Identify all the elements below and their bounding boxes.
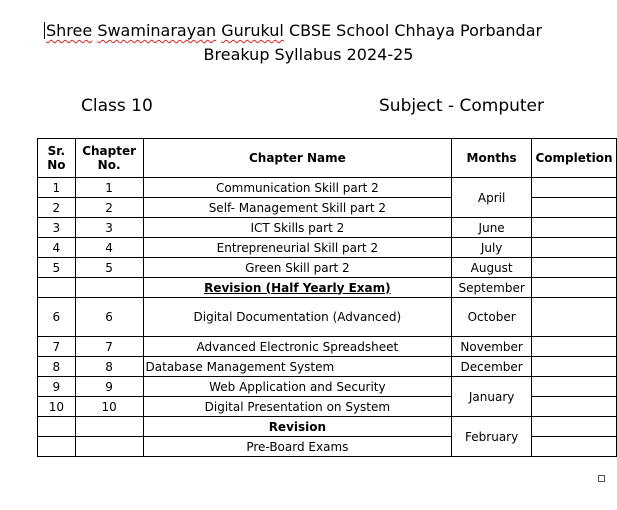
- header-months: Months: [452, 139, 532, 178]
- table-row: [38, 278, 617, 298]
- school-word-gurukul: Gurukul: [221, 21, 284, 40]
- chapter-cell: 4: [75, 238, 143, 258]
- completion-cell[interactable]: [532, 397, 617, 417]
- sr-cell: 1: [38, 178, 76, 198]
- sr-cell: 10: [38, 397, 76, 417]
- table-row: [38, 298, 617, 337]
- table-row: [38, 258, 617, 278]
- chapter-cell: [75, 437, 143, 457]
- completion-cell[interactable]: [532, 357, 617, 377]
- chapter-name-cell: Web Application and Security: [143, 377, 452, 397]
- subject-label: Subject - Computer: [379, 96, 545, 116]
- school-word-shree: Shree: [46, 21, 93, 40]
- table-row: [38, 417, 617, 437]
- sr-cell: [38, 437, 76, 457]
- sr-cell: [38, 417, 76, 437]
- chapter-name-cell: Digital Presentation on System: [143, 397, 452, 417]
- completion-cell[interactable]: [532, 337, 617, 357]
- chapter-cell: 3: [75, 218, 143, 238]
- completion-cell[interactable]: [532, 437, 617, 457]
- chapter-cell: 1: [75, 178, 143, 198]
- chapter-cell: [75, 278, 143, 298]
- chapter-cell: 7: [75, 337, 143, 357]
- header-chapter-no: Chapter No.: [75, 139, 143, 178]
- sr-cell: 4: [38, 238, 76, 258]
- table-header-row: [38, 139, 617, 178]
- chapter-name-cell: [143, 278, 452, 298]
- chapter-cell: 9: [75, 377, 143, 397]
- chapter-cell: 5: [75, 258, 143, 278]
- table-row: [38, 218, 617, 238]
- chapter-cell: 6: [75, 298, 143, 337]
- chapter-cell: 2: [75, 198, 143, 218]
- syllabus-table: [37, 138, 617, 457]
- school-title: [44, 21, 584, 41]
- chapter-cell: [75, 417, 143, 437]
- chapter-name-cell: Pre-Board Exams: [143, 437, 452, 457]
- completion-cell[interactable]: [532, 377, 617, 397]
- chapter-name-cell: Entrepreneurial Skill part 2: [143, 238, 452, 258]
- table-row: [38, 238, 617, 258]
- sr-cell: 9: [38, 377, 76, 397]
- completion-cell[interactable]: [532, 198, 617, 218]
- completion-cell[interactable]: [532, 278, 617, 298]
- completion-cell[interactable]: [532, 298, 617, 337]
- month-cell: August: [452, 258, 532, 278]
- completion-cell[interactable]: [532, 238, 617, 258]
- syllabus-subtitle: Breakup Syllabus 2024-25: [203, 45, 414, 64]
- table-row: [38, 178, 617, 198]
- completion-cell[interactable]: [532, 178, 617, 198]
- table-row: [38, 377, 617, 397]
- chapter-name-cell: Green Skill part 2: [143, 258, 452, 278]
- chapter-cell: 10: [75, 397, 143, 417]
- month-cell: October: [452, 298, 532, 337]
- revision-label: Revision: [268, 419, 327, 434]
- text-cursor: [44, 22, 45, 39]
- chapter-name-cell: [143, 417, 452, 437]
- sr-cell: 3: [38, 218, 76, 238]
- month-cell: November: [452, 337, 532, 357]
- month-cell: June: [452, 218, 532, 238]
- header-sr-no: Sr. No: [38, 139, 76, 178]
- month-cell: September: [452, 278, 532, 298]
- resize-handle-icon[interactable]: [598, 475, 605, 482]
- sr-cell: 5: [38, 258, 76, 278]
- revision-half-yearly-label: Revision (Half Yearly Exam): [204, 280, 391, 295]
- chapter-name-cell: Database Management System: [143, 357, 452, 377]
- month-cell: January: [452, 377, 532, 417]
- chapter-name-cell: Advanced Electronic Spreadsheet: [143, 337, 452, 357]
- chapter-name-cell: Digital Documentation (Advanced): [143, 298, 452, 337]
- chapter-cell: 8: [75, 357, 143, 377]
- table-row: [38, 337, 617, 357]
- sr-cell: 7: [38, 337, 76, 357]
- month-cell: July: [452, 238, 532, 258]
- class-label: Class 10: [81, 96, 153, 116]
- sr-cell: 2: [38, 198, 76, 218]
- school-word-swaminarayan: Swaminarayan: [97, 21, 217, 40]
- completion-cell[interactable]: [532, 258, 617, 278]
- completion-cell[interactable]: [532, 218, 617, 238]
- school-title-rest: CBSE School Chhaya Porbandar: [288, 21, 543, 40]
- sr-cell: 6: [38, 298, 76, 337]
- completion-cell[interactable]: [532, 417, 617, 437]
- month-cell: April: [452, 178, 532, 218]
- header-completion: Completion: [532, 139, 617, 178]
- month-cell: February: [452, 417, 532, 457]
- month-cell: December: [452, 357, 532, 377]
- chapter-name-cell: Communication Skill part 2: [143, 178, 452, 198]
- chapter-name-cell: Self- Management Skill part 2: [143, 198, 452, 218]
- table-row: [38, 357, 617, 377]
- chapter-name-cell: ICT Skills part 2: [143, 218, 452, 238]
- sr-cell: 8: [38, 357, 76, 377]
- header-chapter-name: Chapter Name: [143, 139, 452, 178]
- sr-cell: [38, 278, 76, 298]
